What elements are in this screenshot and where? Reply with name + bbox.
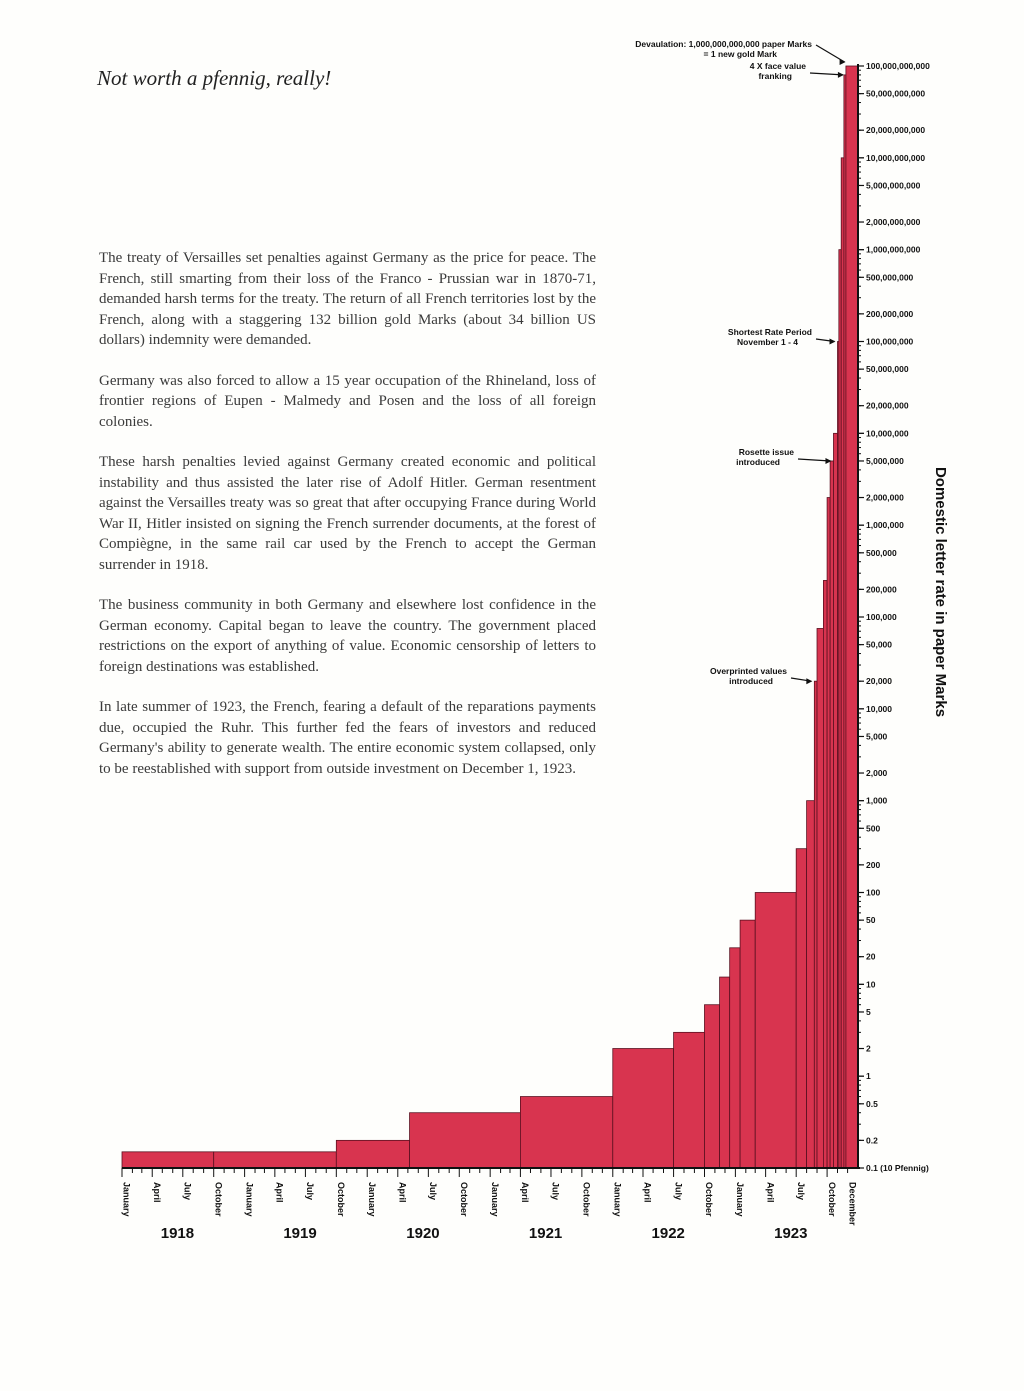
chart-bar xyxy=(755,893,796,1169)
x-tick-label: January xyxy=(244,1182,255,1217)
annotation-text: Rosette issue xyxy=(738,447,794,457)
year-label: 1922 xyxy=(651,1225,685,1242)
x-tick-label: April xyxy=(765,1182,776,1203)
chart-bar xyxy=(817,628,823,1168)
chart-bar xyxy=(814,681,817,1168)
annotation-text: Devaulation: 1,000,000,000,000 paper Marks xyxy=(635,39,812,49)
annotation-text: introduced xyxy=(736,457,780,467)
y-tick-label: 1 xyxy=(866,1071,871,1082)
essay-paragraph: In late summer of 1923, the French, fearing a default of the reparations payments due, occupied the Ruhr. This further fed the fears of investors and reduced Germany's ability to generate wealth. The entire economic system collapsed, only to be reestablished with support from outside investment on December 1, 1923. xyxy=(99,699,596,777)
x-tick-label: April xyxy=(642,1182,653,1203)
annotation-text: franking xyxy=(758,71,792,81)
y-tick-label: 500 xyxy=(866,823,881,834)
y-tick-label: 50,000,000,000 xyxy=(866,88,926,99)
y-tick-label: 20,000,000,000 xyxy=(866,125,926,136)
chart-annotation xyxy=(736,447,794,467)
y-tick-label: 10,000 xyxy=(866,703,892,714)
y-tick-label: 2,000,000 xyxy=(866,492,904,503)
y-axis-title: Domestic letter rate in paper Marks xyxy=(932,466,949,718)
y-tick-label: 1,000,000,000 xyxy=(866,244,921,255)
x-tick-label: January xyxy=(366,1182,377,1217)
y-tick-label: 0.5 xyxy=(866,1098,878,1109)
x-tick-label: July xyxy=(428,1182,439,1201)
y-tick-label: 100,000,000,000 xyxy=(866,61,930,71)
y-tick-label: 5 xyxy=(866,1006,871,1017)
x-tick-label: July xyxy=(550,1182,561,1201)
y-tick-label: 5,000,000 xyxy=(866,455,904,466)
chart-bar xyxy=(674,1032,705,1168)
x-tick-label: December xyxy=(847,1182,858,1226)
annotation-arrowhead xyxy=(830,339,836,345)
x-tick-label: October xyxy=(458,1182,469,1217)
chart-bar xyxy=(830,461,833,1168)
year-label: 1919 xyxy=(283,1225,317,1242)
year-label: 1921 xyxy=(528,1225,563,1242)
y-tick-label: 200,000 xyxy=(866,584,897,595)
y-tick-label: 500,000,000 xyxy=(866,272,914,283)
year-label: 1920 xyxy=(406,1225,440,1242)
x-tick-label: July xyxy=(795,1182,806,1201)
x-tick-label: January xyxy=(489,1182,500,1217)
x-tick-label: April xyxy=(520,1182,531,1203)
annotation-text: Overprinted values xyxy=(709,666,787,676)
annotation-arrowhead xyxy=(806,678,812,684)
chart-bar xyxy=(720,977,730,1168)
x-tick-label: July xyxy=(673,1182,684,1201)
essay-paragraph: The business community in both Germany and elsewhere lost confidence in the German economy. Capital began to leave the country. The government placed restrictions on the export of anything of value. Economic censorship of letters to foreign destinations was established. xyxy=(99,597,596,675)
y-tick-label: 10,000,000,000 xyxy=(866,152,926,163)
chart-bar xyxy=(704,1005,719,1168)
y-tick-label: 1,000 xyxy=(866,795,888,806)
chart-bar xyxy=(214,1152,337,1168)
x-tick-label: January xyxy=(612,1182,623,1217)
y-tick-label: 10,000,000 xyxy=(866,428,909,439)
y-tick-label: 200,000,000 xyxy=(866,308,914,319)
x-tick-label: July xyxy=(305,1182,316,1201)
chart-bar xyxy=(730,948,740,1168)
x-tick-label: April xyxy=(397,1182,408,1203)
y-tick-label: 10 xyxy=(866,979,876,990)
y-tick-label: 0.1 (10 Pfennig) xyxy=(866,1163,929,1173)
x-tick-label: October xyxy=(826,1182,837,1217)
x-tick-label: October xyxy=(336,1182,347,1217)
y-tick-label: 2,000,000,000 xyxy=(866,217,921,228)
y-tick-label: 2,000 xyxy=(866,768,888,779)
chart-bar xyxy=(823,580,827,1168)
chart-bar xyxy=(122,1152,214,1168)
page-title: Not worth a pfennig, really! xyxy=(97,66,332,90)
annotation-text: November 1 - 4 xyxy=(737,337,798,347)
y-tick-label: 2 xyxy=(866,1043,871,1054)
y-tick-label: 100 xyxy=(866,887,881,898)
chart-bar xyxy=(846,66,858,1168)
y-tick-label: 50,000,000 xyxy=(866,364,909,375)
x-tick-label: April xyxy=(151,1182,162,1203)
annotation-text: 4 X face value xyxy=(749,61,806,71)
chart-bar xyxy=(807,801,815,1168)
chart-annotation xyxy=(728,327,812,347)
year-label: 1918 xyxy=(160,1225,195,1242)
y-tick-label: 50 xyxy=(866,915,876,926)
y-tick-label: 1,000,000 xyxy=(866,520,904,531)
y-tick-label: 20 xyxy=(866,951,876,962)
chart-annotation xyxy=(750,61,807,81)
chart-annotation xyxy=(635,39,812,59)
annotation-text: = 1 new gold Mark xyxy=(703,49,777,59)
chart-bar xyxy=(740,920,755,1168)
annotation-text: Shortest Rate Period xyxy=(727,327,812,337)
y-tick-label: 50,000 xyxy=(866,639,892,650)
y-tick-label: 20,000 xyxy=(866,676,892,687)
chart-bar xyxy=(827,498,830,1168)
x-tick-label: October xyxy=(213,1182,224,1217)
annotation-text: introduced xyxy=(729,676,773,686)
y-tick-label: 500,000 xyxy=(866,547,897,558)
annotation-arrowhead xyxy=(840,59,846,65)
chart-bar xyxy=(833,433,837,1168)
x-tick-label: April xyxy=(274,1182,285,1203)
y-tick-label: 200 xyxy=(866,859,881,870)
x-tick-label: January xyxy=(735,1182,746,1217)
x-tick-label: July xyxy=(182,1182,193,1201)
chart-bar xyxy=(841,158,844,1168)
chart-bar xyxy=(336,1140,409,1168)
chart-bar xyxy=(410,1113,521,1168)
annotation-arrowhead xyxy=(838,72,844,78)
y-tick-label: 100,000,000 xyxy=(866,336,914,347)
essay-paragraph: These harsh penalties levied against Germany created economic and political instability and thus assisted the later rise of Adolf Hitler. German resentment against the Versailles treaty was so great that after occupying France during World War II, Hitler insisted on signing the French surrender documents, at the forest of Compiègne, in the same rail car used by the French to accept the German surrender in 1918. xyxy=(99,454,596,573)
x-tick-label: October xyxy=(581,1182,592,1217)
y-tick-label: 100,000 xyxy=(866,612,897,622)
year-label: 1923 xyxy=(774,1225,808,1242)
chart-bar xyxy=(613,1049,674,1168)
x-tick-label: October xyxy=(704,1182,715,1217)
chart-bar xyxy=(520,1097,612,1168)
essay-paragraph: Germany was also forced to allow a 15 year occupation of the Rhineland, loss of frontier regions of Eupen - Malmedy and Posen and the loss of all foreign colonies. xyxy=(99,372,596,430)
essay-paragraph: The treaty of Versailles set penalties against Germany as the price for peace. The French, still smarting from their loss of the Franco - Prussian war in 1870-71, demanded harsh terms for the treaty. The return of all French territories lost by the French, along with a staggering 132 billion gold Marks (about 34 billion US dollars) indemnity were demanded. xyxy=(99,250,596,348)
x-tick-label: January xyxy=(121,1182,132,1217)
chart-annotation xyxy=(710,666,787,686)
y-tick-label: 5,000,000,000 xyxy=(866,180,921,191)
y-tick-label: 20,000,000 xyxy=(866,400,909,411)
chart-bar xyxy=(796,849,806,1168)
y-tick-label: 0.2 xyxy=(866,1135,878,1146)
y-tick-label: 5,000 xyxy=(866,731,888,742)
